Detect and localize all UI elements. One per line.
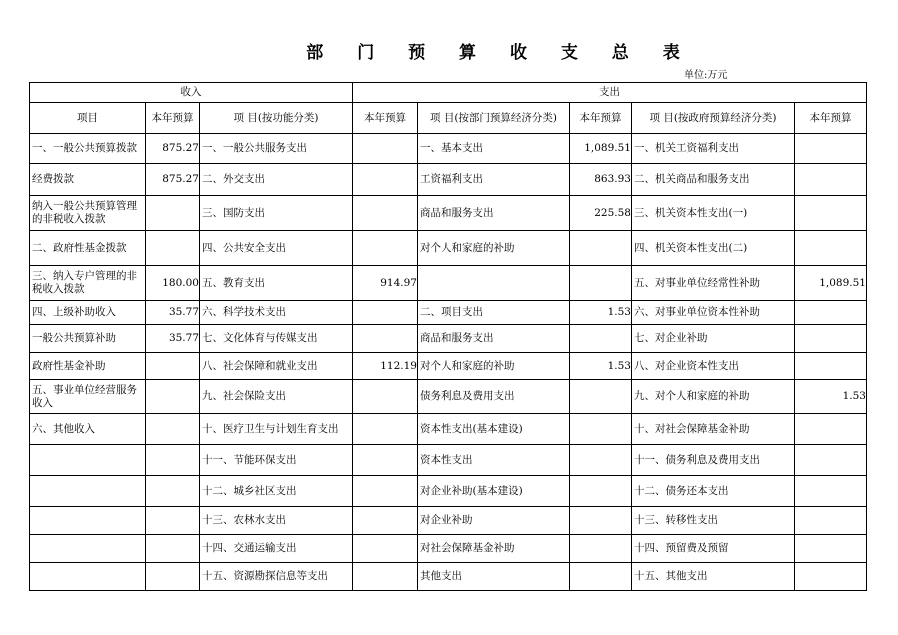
dept-budget-cell: 863.93 [570, 164, 632, 196]
income-item-cell: 三、纳入专户管理的非税收入拨款 [30, 266, 146, 301]
gov-budget-cell [795, 563, 867, 591]
income-item-cell [30, 563, 146, 591]
func-budget-cell [353, 535, 418, 563]
income-item-cell: 二、政府性基金拨款 [30, 231, 146, 266]
dept-item-cell: 对社会保障基金补助 [418, 535, 570, 563]
func-item-cell: 十四、交通运输支出 [200, 535, 353, 563]
table-row [30, 535, 867, 563]
dept-item-cell: 对企业补助 [418, 507, 570, 535]
unit-label: 单位:万元 [684, 70, 728, 81]
col-header-gov: 项 目(按政府预算经济分类) [632, 103, 795, 134]
income-item-cell: 六、其他收入 [30, 414, 146, 445]
dept-budget-cell [570, 476, 632, 507]
func-item-cell: 四、公共安全支出 [200, 231, 353, 266]
table-row [30, 507, 867, 535]
income-budget-cell: 180.00 [146, 266, 200, 301]
dept-item-cell: 对企业补助(基本建设) [418, 476, 570, 507]
dept-item-cell: 商品和服务支出 [418, 325, 570, 353]
dept-budget-cell [570, 266, 632, 301]
func-item-cell: 二、外交支出 [200, 164, 353, 196]
col-header-budget: 本年预算 [353, 103, 418, 134]
gov-item-cell: 十四、预留费及预留 [632, 535, 795, 563]
income-budget-cell [146, 380, 200, 414]
dept-item-cell: 债务利息及费用支出 [418, 380, 570, 414]
table-row [30, 476, 867, 507]
income-item-cell: 五、事业单位经营服务收入 [30, 380, 146, 414]
income-item-cell: 纳入一般公共预算管理的非税收入拨款 [30, 196, 146, 231]
table-row [30, 231, 867, 266]
gov-budget-cell [795, 231, 867, 266]
dept-item-cell: 其他支出 [418, 563, 570, 591]
income-budget-cell [146, 535, 200, 563]
dept-budget-cell [570, 325, 632, 353]
dept-item-cell: 一、基本支出 [418, 134, 570, 164]
dept-item-cell: 工资福利支出 [418, 164, 570, 196]
budget-table [29, 82, 867, 591]
income-budget-cell [146, 445, 200, 476]
income-budget-cell [146, 507, 200, 535]
gov-item-cell: 十二、债务还本支出 [632, 476, 795, 507]
gov-budget-cell [795, 301, 867, 325]
func-budget-cell [353, 380, 418, 414]
expense-header: 支出 [353, 83, 867, 103]
func-budget-cell [353, 196, 418, 231]
income-budget-cell [146, 353, 200, 380]
func-budget-cell [353, 134, 418, 164]
func-item-cell: 十、医疗卫生与计划生育支出 [200, 414, 353, 445]
gov-item-cell: 十三、转移性支出 [632, 507, 795, 535]
gov-item-cell: 十五、其他支出 [632, 563, 795, 591]
income-item-cell: 一般公共预算补助 [30, 325, 146, 353]
gov-item-cell: 十一、债务利息及费用支出 [632, 445, 795, 476]
gov-budget-cell [795, 353, 867, 380]
dept-budget-cell [570, 231, 632, 266]
func-budget-cell [353, 164, 418, 196]
func-budget-cell: 914.97 [353, 266, 418, 301]
func-item-cell: 十一、节能环保支出 [200, 445, 353, 476]
table-row [30, 134, 867, 164]
income-item-cell [30, 445, 146, 476]
func-budget-cell: 112.19 [353, 353, 418, 380]
income-budget-cell: 875.27 [146, 164, 200, 196]
func-item-cell: 十五、资源勘探信息等支出 [200, 563, 353, 591]
gov-item-cell: 十、对社会保障基金补助 [632, 414, 795, 445]
dept-item-cell: 资本性支出 [418, 445, 570, 476]
income-budget-cell: 35.77 [146, 325, 200, 353]
func-item-cell: 三、国防支出 [200, 196, 353, 231]
func-budget-cell [353, 507, 418, 535]
dept-budget-cell [570, 507, 632, 535]
income-budget-cell [146, 196, 200, 231]
gov-budget-cell [795, 164, 867, 196]
col-header-func: 项 目(按功能分类) [200, 103, 353, 134]
gov-budget-cell [795, 325, 867, 353]
func-item-cell: 五、教育支出 [200, 266, 353, 301]
dept-item-cell: 对个人和家庭的补助 [418, 231, 570, 266]
func-item-cell: 十二、城乡社区支出 [200, 476, 353, 507]
income-item-cell: 四、上级补助收入 [30, 301, 146, 325]
gov-budget-cell [795, 476, 867, 507]
table-row [30, 301, 867, 325]
gov-item-cell: 二、机关商品和服务支出 [632, 164, 795, 196]
gov-budget-cell [795, 196, 867, 231]
dept-budget-cell [570, 414, 632, 445]
func-item-cell: 九、社会保险支出 [200, 380, 353, 414]
dept-budget-cell [570, 563, 632, 591]
func-budget-cell [353, 301, 418, 325]
header-row-columns [30, 103, 867, 134]
func-budget-cell [353, 325, 418, 353]
func-item-cell: 六、科学技术支出 [200, 301, 353, 325]
income-item-cell [30, 507, 146, 535]
gov-budget-cell: 1.53 [795, 380, 867, 414]
table-row [30, 380, 867, 414]
income-item-cell: 经费拨款 [30, 164, 146, 196]
income-budget-cell [146, 231, 200, 266]
income-item-cell [30, 535, 146, 563]
table-row [30, 353, 867, 380]
func-item-cell: 十三、农林水支出 [200, 507, 353, 535]
income-budget-cell: 875.27 [146, 134, 200, 164]
func-item-cell: 七、文化体育与传媒支出 [200, 325, 353, 353]
gov-budget-cell [795, 445, 867, 476]
table-row [30, 196, 867, 231]
income-budget-cell [146, 414, 200, 445]
gov-item-cell: 五、对事业单位经常性补助 [632, 266, 795, 301]
gov-budget-cell: 1,089.51 [795, 266, 867, 301]
gov-item-cell: 六、对事业单位资本性补助 [632, 301, 795, 325]
gov-item-cell: 三、机关资本性支出(一) [632, 196, 795, 231]
func-budget-cell [353, 231, 418, 266]
income-item-cell: 一、一般公共预算拨款 [30, 134, 146, 164]
dept-item-cell: 二、项目支出 [418, 301, 570, 325]
income-budget-cell: 35.77 [146, 301, 200, 325]
dept-item-cell: 资本性支出(基本建设) [418, 414, 570, 445]
func-item-cell: 一、一般公共服务支出 [200, 134, 353, 164]
func-item-cell: 八、社会保障和就业支出 [200, 353, 353, 380]
income-budget-cell [146, 563, 200, 591]
page-title: 部 门 预 算 收 支 总 表 [306, 43, 694, 63]
col-header-budget: 本年预算 [570, 103, 632, 134]
dept-budget-cell [570, 535, 632, 563]
dept-budget-cell [570, 445, 632, 476]
dept-budget-cell [570, 380, 632, 414]
dept-budget-cell: 225.58 [570, 196, 632, 231]
income-budget-cell [146, 476, 200, 507]
func-budget-cell [353, 414, 418, 445]
income-item-cell: 政府性基金补助 [30, 353, 146, 380]
income-header: 收入 [30, 83, 353, 103]
table-row [30, 445, 867, 476]
gov-budget-cell [795, 134, 867, 164]
dept-item-cell: 对个人和家庭的补助 [418, 353, 570, 380]
table-row [30, 164, 867, 196]
gov-item-cell: 一、机关工资福利支出 [632, 134, 795, 164]
table-row [30, 266, 867, 301]
table-row [30, 325, 867, 353]
table-row [30, 414, 867, 445]
gov-item-cell: 四、机关资本性支出(二) [632, 231, 795, 266]
dept-budget-cell: 1,089.51 [570, 134, 632, 164]
gov-budget-cell [795, 414, 867, 445]
col-header-budget: 本年预算 [795, 103, 867, 134]
income-item-cell [30, 476, 146, 507]
col-header-dept: 项 目(按部门预算经济分类) [418, 103, 570, 134]
func-budget-cell [353, 445, 418, 476]
dept-budget-cell: 1.53 [570, 353, 632, 380]
gov-item-cell: 九、对个人和家庭的补助 [632, 380, 795, 414]
header-row-group [30, 83, 867, 103]
dept-item-cell [418, 266, 570, 301]
gov-budget-cell [795, 535, 867, 563]
func-budget-cell [353, 563, 418, 591]
dept-budget-cell: 1.53 [570, 301, 632, 325]
table-row [30, 563, 867, 591]
gov-item-cell: 八、对企业资本性支出 [632, 353, 795, 380]
dept-item-cell: 商品和服务支出 [418, 196, 570, 231]
gov-budget-cell [795, 507, 867, 535]
col-header-item: 项目 [30, 103, 146, 134]
col-header-budget: 本年预算 [146, 103, 200, 134]
func-budget-cell [353, 476, 418, 507]
gov-item-cell: 七、对企业补助 [632, 325, 795, 353]
